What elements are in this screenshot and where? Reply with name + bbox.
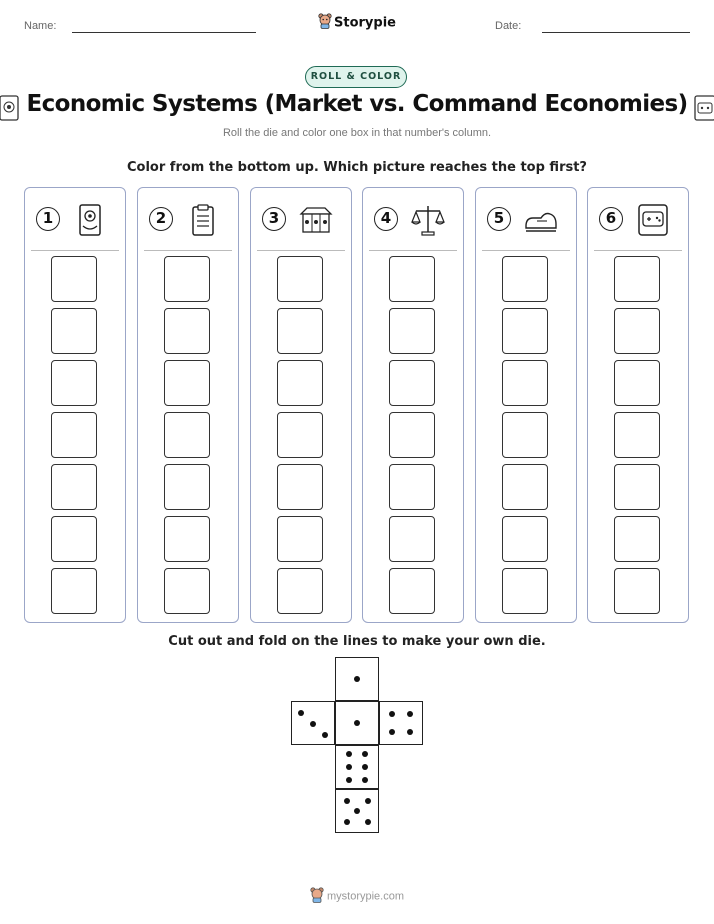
column-4 (362, 187, 464, 623)
die-pip (322, 732, 328, 738)
die-pip (389, 729, 395, 735)
color-box[interactable] (389, 360, 435, 406)
name-label: Name: (24, 20, 57, 32)
column-number: 4 (374, 207, 398, 231)
die-pip (362, 751, 368, 757)
die-pip (354, 720, 360, 726)
color-box[interactable] (51, 412, 97, 458)
color-box[interactable] (389, 308, 435, 354)
color-box[interactable] (614, 360, 660, 406)
footer-url: mystorypie.com (326, 890, 405, 903)
die-pip (362, 777, 368, 783)
color-box[interactable] (277, 412, 323, 458)
die-pip (365, 819, 371, 825)
color-box[interactable] (502, 516, 548, 562)
die-pip (344, 819, 350, 825)
column-divider (594, 250, 682, 251)
die-pip (365, 798, 371, 804)
game-console-icon (635, 202, 671, 238)
color-box[interactable] (51, 256, 97, 302)
color-box[interactable] (502, 360, 548, 406)
date-line[interactable] (542, 32, 690, 33)
color-box[interactable] (389, 568, 435, 614)
die-pip (389, 711, 395, 717)
die-pip (298, 710, 304, 716)
die-pip (346, 751, 352, 757)
die-pip (354, 676, 360, 682)
die-face-3 (291, 701, 335, 745)
column-1 (24, 187, 126, 623)
color-box[interactable] (164, 412, 210, 458)
color-box[interactable] (164, 308, 210, 354)
clipboard-icon (185, 202, 221, 238)
cereal-box-icon (72, 202, 108, 238)
color-box[interactable] (277, 256, 323, 302)
column-number: 1 (36, 207, 60, 231)
column-number: 2 (149, 207, 173, 231)
shoe-icon (523, 202, 559, 238)
color-box[interactable] (51, 308, 97, 354)
die-pip (407, 729, 413, 735)
page-subtitle: Roll the die and color one box in that number's column. (222, 127, 492, 139)
color-box[interactable] (614, 412, 660, 458)
column-divider (144, 250, 232, 251)
logo-text: Storypie (334, 15, 396, 31)
column-number: 5 (487, 207, 511, 231)
color-box[interactable] (164, 568, 210, 614)
color-box[interactable] (51, 464, 97, 510)
color-box[interactable] (389, 516, 435, 562)
color-box[interactable] (502, 256, 548, 302)
color-box[interactable] (389, 412, 435, 458)
column-number: 6 (599, 207, 623, 231)
die-face-6 (335, 745, 379, 789)
color-box[interactable] (614, 516, 660, 562)
color-box[interactable] (502, 308, 548, 354)
die-face-5 (335, 789, 379, 833)
column-divider (369, 250, 457, 251)
die-pip (346, 764, 352, 770)
color-box[interactable] (164, 464, 210, 510)
storypie-logo (0, 13, 714, 33)
roll-and-color-badge: ROLL & COLOR (305, 66, 407, 88)
die-pip (362, 764, 368, 770)
color-box[interactable] (614, 308, 660, 354)
die-pip (344, 798, 350, 804)
color-box[interactable] (277, 464, 323, 510)
balance-scale-icon (410, 202, 446, 238)
color-box[interactable] (614, 256, 660, 302)
color-box[interactable] (277, 360, 323, 406)
die-pip (407, 711, 413, 717)
column-6 (587, 187, 689, 623)
column-divider (257, 250, 345, 251)
die-face-1 (335, 701, 379, 745)
color-box[interactable] (164, 360, 210, 406)
color-box[interactable] (614, 568, 660, 614)
die-face-1 (335, 657, 379, 701)
die-instruction: Cut out and fold on the lines to make your own die. (168, 634, 546, 649)
die-pip (346, 777, 352, 783)
color-box[interactable] (389, 256, 435, 302)
column-5 (475, 187, 577, 623)
color-box[interactable] (614, 464, 660, 510)
color-box[interactable] (502, 568, 548, 614)
color-box[interactable] (51, 360, 97, 406)
color-box[interactable] (51, 568, 97, 614)
color-box[interactable] (502, 412, 548, 458)
column-2 (137, 187, 239, 623)
die-pip (354, 808, 360, 814)
color-box[interactable] (277, 568, 323, 614)
die-pip (310, 721, 316, 727)
page-title: Economic Systems (Market vs. Command Economies) (26, 91, 688, 117)
color-box[interactable] (502, 464, 548, 510)
footer (0, 887, 714, 906)
column-divider (482, 250, 570, 251)
column-3 (250, 187, 352, 623)
column-number: 3 (262, 207, 286, 231)
bear-logo-icon (318, 13, 332, 33)
color-box[interactable] (51, 516, 97, 562)
date-label: Date: (495, 20, 522, 32)
color-instruction: Color from the bottom up. Which picture reaches the top first? (127, 160, 587, 175)
color-box[interactable] (277, 516, 323, 562)
color-box[interactable] (164, 256, 210, 302)
market-stalls-icon (298, 202, 334, 238)
color-box[interactable] (277, 308, 323, 354)
die-face-4 (379, 701, 423, 745)
color-box[interactable] (164, 516, 210, 562)
column-divider (31, 250, 119, 251)
color-box[interactable] (389, 464, 435, 510)
bear-footer-icon (310, 887, 324, 906)
